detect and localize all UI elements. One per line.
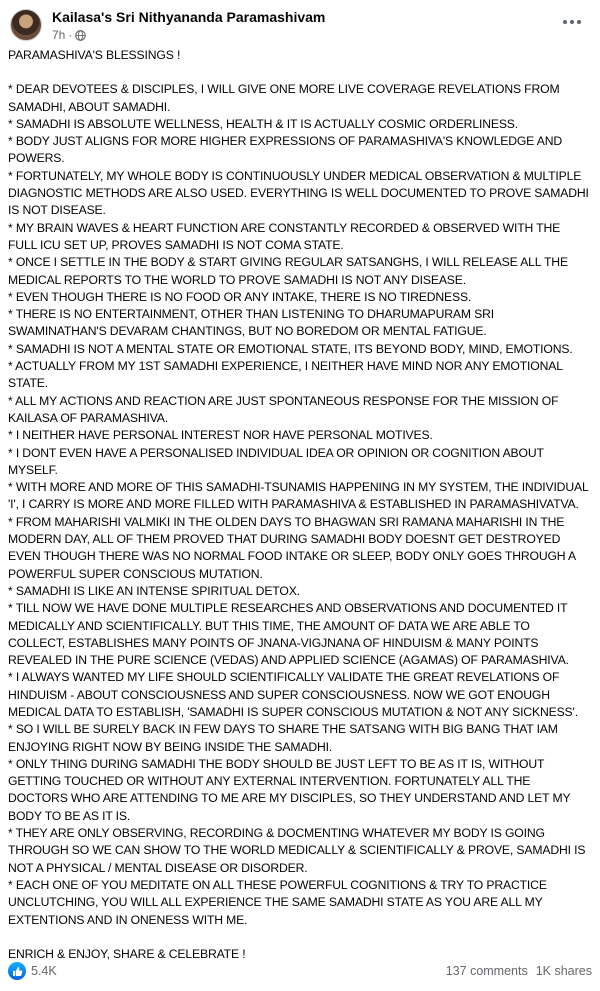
reaction-count: 5.4K — [31, 964, 57, 978]
post-paragraph: * EVEN THOUGH THERE IS NO FOOD OR ANY INTAKE, THERE IS NO TIREDNESS. — [8, 289, 472, 304]
post-paragraph: * BODY JUST ALIGNS FOR MORE HIGHER EXPRESSIONS OF PARAMASHIVA'S KNOWLEDGE AND POWERS. — [8, 134, 562, 166]
shares-count[interactable]: 1K shares — [535, 964, 592, 978]
post-paragraph: * DEAR DEVOTEES & DISCIPLES, I WILL GIVE ONE MORE LIVE COVERAGE REVELATIONS FROM SAMADHI, ABOUT SAMADHI. — [8, 82, 560, 114]
comments-count[interactable]: 137 comments — [445, 964, 528, 978]
author-name[interactable]: Kailasa's Sri Nithyananda Paramashivam — [52, 9, 326, 25]
post-paragraph: * ONLY THING DURING SAMADHI THE BODY SHOULD BE JUST LEFT TO BE AS IT IS, WITHOUT GETTING TOUCHED OR WITHOUT ANY EXTERNAL INTERVENTION. FORTUNATELY ALL THE DOCTORS WHO ARE ATTENDING TO ME ARE MY DISCIPLES, SO THEY UNDERSTAND AND LET MY BODY TO BE AS IT IS. — [8, 756, 571, 823]
post-paragraph: * SAMADHI IS NOT A MENTAL STATE OR EMOTIONAL STATE, ITS BEYOND BODY, MIND, EMOTIONS. — [8, 341, 573, 356]
post-paragraph: * SAMADHI IS LIKE AN INTENSE SPIRITUAL DETOX. — [8, 583, 300, 598]
paragraph-gap — [8, 929, 590, 946]
post-meta — [52, 28, 86, 42]
globe-icon — [75, 30, 86, 41]
post-header — [8, 8, 592, 42]
post-paragraph: * FORTUNATELY, MY WHOLE BODY IS CONTINUOUSLY UNDER MEDICAL OBSERVATION & MULTIPLE DIAGNOSTIC METHODS ARE ALSO USED. EVERYTHING IS WELL DOCUMENTED TO PROVE SAMADHI IS NOT DISEASE. — [8, 168, 589, 218]
post-paragraph: * ACTUALLY FROM MY 1ST SAMADHI EXPERIENCE, I NEITHER HAVE MIND NOR ANY EMOTIONAL STATE. — [8, 359, 563, 391]
avatar[interactable] — [10, 9, 42, 41]
engagement-stats — [446, 964, 592, 978]
reactions-summary[interactable] — [8, 962, 57, 980]
post-paragraph: * I NEITHER HAVE PERSONAL INTEREST NOR HAVE PERSONAL MOTIVES. — [8, 428, 433, 443]
post-paragraph: * THERE IS NO ENTERTAINMENT, OTHER THAN LISTENING TO DHARUMAPURAM SRI SWAMINATHAN'S DEVARAM CHANTINGS, BUT NO BOREDOM OR MENTAL FATIGUE. — [8, 307, 495, 339]
like-reaction-icon — [8, 962, 26, 980]
post-paragraph: * SO I WILL BE SURELY BACK IN FEW DAYS TO SHARE THE SATSANG WITH BIG BANG THAT IAM ENJOYING RIGHT NOW BY BEING INSIDE THE SAMADHI. — [8, 722, 558, 754]
post-paragraph: * I ALWAYS WANTED MY LIFE SHOULD SCIENTIFICALLY VALIDATE THE GREAT REVELATIONS OF HINDUISM - ABOUT CONSCIOUSNESS AND SUPER CONSCIOUSNESS. NOW WE GOT ENOUGH MEDICAL DATA TO ESTABLISH, 'SAMADHI IS SUPER CONSCIOUS MUTATION & NOT ANY SICKNESS'. — [8, 670, 578, 719]
post-paragraph: * ALL MY ACTIONS AND REACTION ARE JUST SPONTANEOUS RESPONSE FOR THE MISSION OF KAILASA OF PARAMASHIVA. — [8, 393, 559, 425]
post-paragraph: * TILL NOW WE HAVE DONE MULTIPLE RESEARCHES AND OBSERVATIONS AND DOCUMENTED IT MEDICALLY AND SCIENTIFICALLY. BUT THIS TIME, THE AMOUNT OF DATA WE ARE ABLE TO COLLECT, ESTABLISHES MANY POINTS OF JNANA-VIGJNANA OF HINDUISM & MANY POINTS REVEALED IN THE PURE SCIENCE (VEDAS) AND APPLIED SCIENCE (AGAMAS) OF PARAMASHIVA. — [8, 601, 569, 668]
post-paragraph: PARAMASHIVA'S BLESSINGS ! — [8, 48, 181, 62]
post-paragraph: * I DONT EVEN HAVE A PERSONALISED INDIVIDUAL IDEA OR OPINION OR COGNITION ABOUT MYSELF. — [8, 445, 544, 477]
paragraph-gap — [8, 64, 590, 81]
post-body — [8, 47, 590, 963]
post-paragraph: ENRICH & ENJOY, SHARE & CELEBRATE ! — [8, 946, 246, 961]
post-paragraph: * WITH MORE AND MORE OF THIS SAMADHI-TSUNAMIS HAPPENING IN MY SYSTEM, THE INDIVIDUAL 'I', I CARRY IS MORE AND MORE FILLED WITH PARAMASHIVA & ESTABLISHED IN PARAMASHIVATVA. — [8, 480, 589, 512]
post-paragraph: * FROM MAHARISHI VALMIKI IN THE OLDEN DAYS TO BHAGWAN SRI RAMANA MAHARISHI IN THE MODERN DAY, ALL OF THEM PROVED THAT DURING SAMADHI BODY DOESNT GET DESTROYED EVEN THOUGH THERE WAS NO NORMAL FOOD INTAKE OR SLEEP, BODY ONLY GOES THROUGH A POWERFUL SUPER CONSCIOUS MUTATION. — [8, 514, 576, 581]
post-paragraph: * EACH ONE OF YOU MEDITATE ON ALL THESE POWERFUL COGNITIONS & TRY TO PRACTICE UNCLUTCHING, YOU WILL ALL EXPERIENCE THE SAME SAMADHI STATE AS YOU ARE ALL MY EXTENTIONS AND IN ONENESS WITH ME. — [8, 877, 547, 927]
post-paragraph: * ONCE I SETTLE IN THE BODY & START GIVING REGULAR SATSANGHS, I WILL RELEASE ALL THE MEDICAL REPORTS TO THE WORLD TO PROVE SAMADHI IS NOT ANY DISEASE. — [8, 255, 568, 287]
more-options-icon[interactable] — [558, 11, 586, 33]
post-footer — [8, 960, 592, 984]
post-time[interactable]: 7h — [52, 28, 66, 42]
post-paragraph: * SAMADHI IS ABSOLUTE WELLNESS, HEALTH & IT IS ACTUALLY COSMIC ORDERLINESS. — [8, 116, 519, 131]
meta-separator: · — [68, 28, 73, 42]
post-paragraph: * MY BRAIN WAVES & HEART FUNCTION ARE CONSTANTLY RECORDED & OBSERVED WITH THE FULL ICU SET UP, PROVES SAMADHI IS NOT COMA STATE. — [8, 220, 561, 252]
post-paragraph: * THEY ARE ONLY OBSERVING, RECORDING & DOCMENTING WHATEVER MY BODY IS GOING THROUGH SO WE CAN SHOW TO THE WORLD MEDICALLY & SCIENTIFICALLY & PROVE, SAMADHI IS NOT A PHYSICAL / MENTAL DISEASE OR DISORDER. — [8, 826, 586, 875]
